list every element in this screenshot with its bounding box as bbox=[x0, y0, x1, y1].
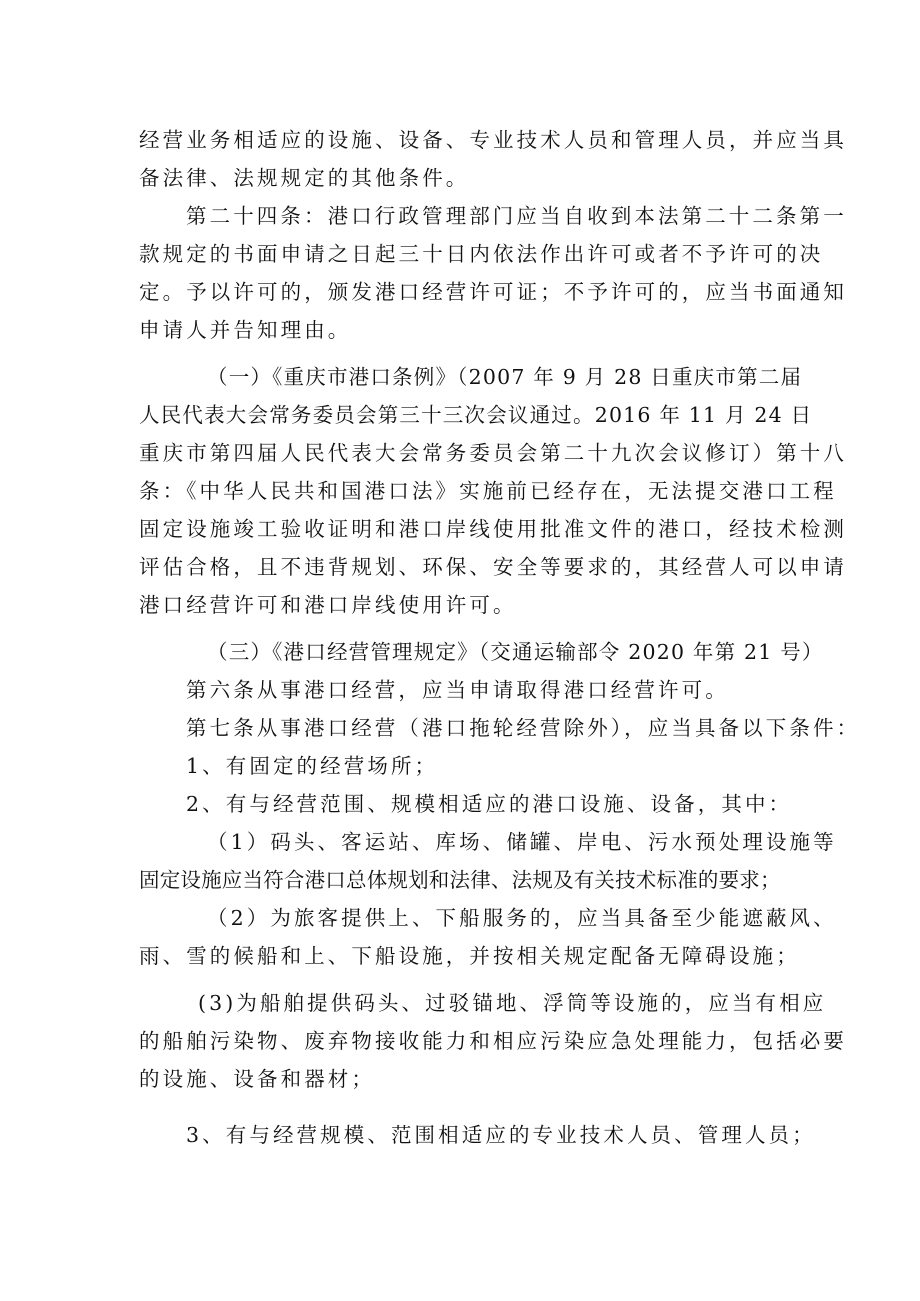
sub-item-1: （1）码头、客运站、库场、储罐、岸电、污水预处理设施等 bbox=[207, 830, 837, 854]
text-line: 的船舶污染物、废弃物接收能力和相应污染应急处理能力，包括必要 bbox=[139, 1029, 847, 1053]
condition-3: 3、有与经营规模、范围相适应的专业技术人员、管理人员； bbox=[186, 1123, 816, 1147]
text-line: 经营业务相适应的设施、设备、专业技术人员和管理人员，并应当具 bbox=[139, 128, 847, 152]
condition-1: 1、有固定的经营场所； bbox=[186, 754, 439, 778]
text-line: 申请人并告知理由。 bbox=[139, 318, 352, 342]
section-1-heading: （一）《重庆市港口条例》（2007 年 9 月 28 日重庆市第二届 bbox=[207, 365, 803, 389]
text-line: 雨、雪的候船和上、下船设施，并按相关规定配备无障碍设施； bbox=[139, 944, 800, 968]
text-line: 人民代表大会常务委员会第三十三次会议通过。2016 年 11 月 24 日 bbox=[139, 403, 813, 427]
text-line: 港口经营许可和港口岸线使用许可。 bbox=[139, 593, 517, 617]
text-line: 条：《中华人民共和国港口法》实施前已经存在，无法提交港口工程 bbox=[139, 479, 837, 503]
sub-item-2: （2）为旅客提供上、下船服务的，应当具备至少能遮蔽风、 bbox=[207, 906, 837, 930]
article-6: 第六条从事港口经营，应当申请取得港口经营许可。 bbox=[186, 678, 729, 702]
article-24-heading: 第二十四条：港口行政管理部门应当自收到本法第二十二条第一 bbox=[186, 204, 847, 228]
text-line: 固定设施应当符合港口总体规划和法律、法规及有关技术标准的要求； bbox=[139, 868, 781, 892]
text-line: 重庆市第四届人民代表大会常务委员会第二十九次会议修订）第十八 bbox=[139, 441, 847, 465]
text-line: 评估合格，且不违背规划、环保、安全等要求的，其经营人可以申请 bbox=[139, 555, 847, 579]
condition-2: 2、有与经营范围、规模相适应的港口设施、设备，其中： bbox=[186, 792, 793, 816]
sub-item-3: (3)为船舶提供码头、过驳锚地、浮筒等设施的，应当有相应 bbox=[198, 991, 827, 1015]
text-line: 定。予以许可的，颁发港口经营许可证；不予许可的，应当书面通知 bbox=[139, 280, 847, 304]
text-line: 的设施、设备和器材； bbox=[139, 1067, 375, 1091]
article-7: 第七条从事港口经营（港口拖轮经营除外），应当具备以下条件： bbox=[186, 716, 861, 740]
section-3-heading: （三）《港口经营管理规定》（交通运输部令 2020 年第 21 号） bbox=[207, 640, 824, 664]
text-line: 款规定的书面申请之日起三十日内依法作出许可或者不予许可的决 bbox=[139, 242, 824, 266]
text-line: 备法律、法规规定的其他条件。 bbox=[139, 166, 470, 190]
text-line: 固定设施竣工验收证明和港口岸线使用批准文件的港口，经技术检测 bbox=[139, 517, 847, 541]
